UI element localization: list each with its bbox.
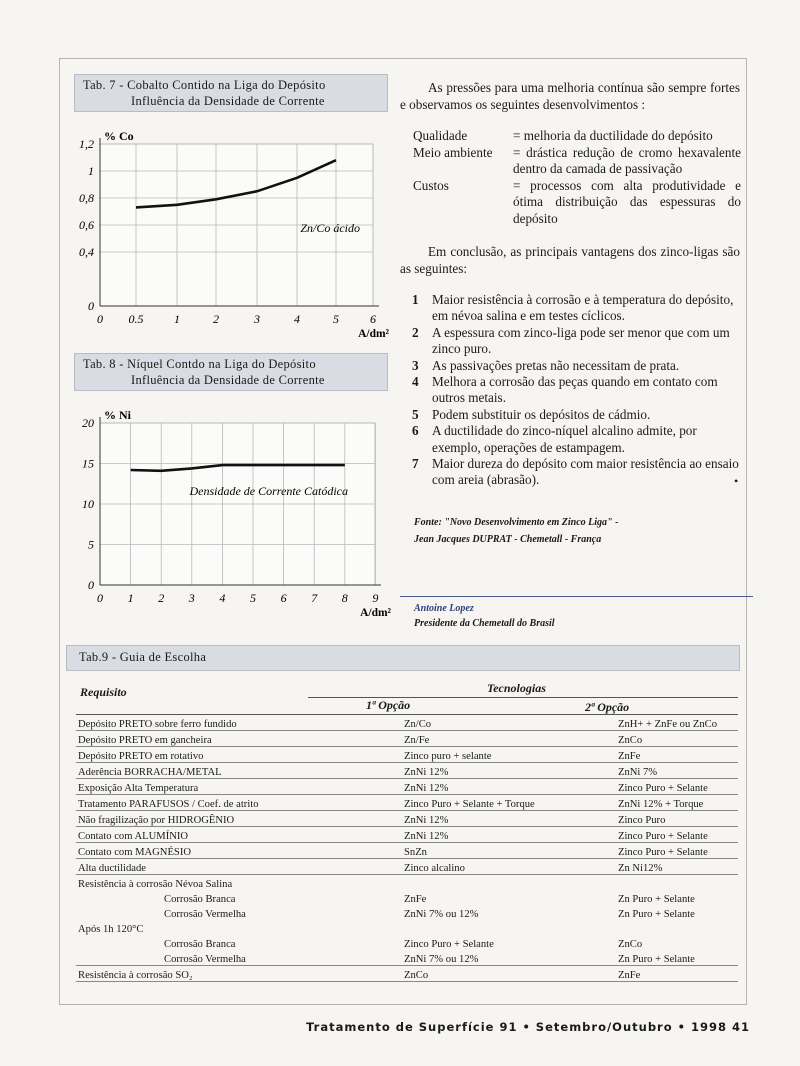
requisito-cell: Corrosão Branca <box>164 894 236 905</box>
tab7-title-line1: Tab. 7 - Cobalto Contido na Liga do Depósito <box>83 78 326 92</box>
development-term: Meio ambiente <box>413 144 493 160</box>
table-row <box>76 875 738 891</box>
y-tick-label: 0 <box>88 299 94 313</box>
y-tick-label: 5 <box>88 537 94 552</box>
opcao2-cell: Zinco Puro + Selante <box>606 843 738 859</box>
chart-cobalt-svg <box>60 118 400 338</box>
x-tick-label: 8 <box>341 591 348 605</box>
table-row <box>76 731 738 747</box>
x-tick-label: 3 <box>188 591 195 605</box>
opcao2-cell: Zn Puro + Selante <box>606 950 738 966</box>
requisito-cell: Resistência à corrosão Névoa Salina <box>78 879 233 890</box>
opcao1-cell <box>392 875 606 891</box>
opcao1-cell: ZnNi 12% <box>392 779 606 795</box>
advantage-number: 4 <box>412 374 419 390</box>
table-row <box>76 890 738 905</box>
requisito-cell: Corrosão Vermelha <box>164 909 246 920</box>
opcao2-cell: Zinco Puro <box>606 811 738 827</box>
x-tick-label: 7 <box>311 591 318 605</box>
tab9-col-requisito: Requisito <box>80 685 127 699</box>
advantage-item <box>412 358 742 374</box>
table-row <box>76 966 738 982</box>
development-term: Qualidade <box>413 128 468 143</box>
opcao1-cell: ZnFe <box>404 894 427 905</box>
y-tick-label: 0,8 <box>79 191 94 205</box>
x-tick-label: 0 <box>97 591 103 605</box>
source-line-1: Fonte: "Novo Desenvolvimento em Zinco Liga" - <box>414 517 619 528</box>
chart-nickel <box>60 397 400 619</box>
development-desc: = melhoria da ductilidade do depósito <box>513 128 713 143</box>
y-tick-label: 1 <box>88 164 94 178</box>
opcao2-cell: Zinco Puro + Selante <box>606 779 738 795</box>
tab9-col-opt2: 2ª Opção <box>585 700 630 714</box>
author-name: Antoine Lopez <box>414 603 474 614</box>
x-tick-label: 0.5 <box>128 312 144 326</box>
tab9-col-tecnologias: Tecnologias <box>487 681 546 695</box>
requisito-cell: Alta ductilidade <box>76 859 392 875</box>
development-term: Custos <box>413 177 449 193</box>
advantage-number: 3 <box>412 357 419 373</box>
development-item <box>413 178 741 228</box>
requisito-cell: Resistência à corrosão SO₂ <box>76 966 392 982</box>
table-row <box>76 747 738 763</box>
advantage-item <box>412 374 742 407</box>
tab9-table <box>76 715 738 982</box>
table-row <box>76 779 738 795</box>
tab7-title-line2: Influência da Densidade de Corrente <box>131 94 325 108</box>
requisito-cell: Depósito PRETO em rotativo <box>76 747 392 763</box>
development-desc: = processos com alta produtividade e ótima distribuição das espessuras do depósito <box>513 177 741 226</box>
table-row <box>76 935 738 950</box>
development-item <box>413 128 741 145</box>
opcao1-cell: ZnNi 12% <box>392 811 606 827</box>
intro-text: As pressões para uma melhoria contínua são sempre fortes e observamos os seguintes desenvolvimentos : <box>400 80 740 112</box>
advantage-number: 5 <box>412 406 419 422</box>
series-label: Zn/Co ácido <box>300 221 360 235</box>
source-note <box>414 514 618 548</box>
advantages-list <box>412 292 742 489</box>
advantage-text: A espessura com zinco-liga pode ser menor que com um zinco puro. <box>432 324 730 357</box>
y-tick-label: 0,6 <box>79 218 94 232</box>
y-tick-label: 20 <box>82 416 94 430</box>
opcao1-cell: Zn/Co <box>392 715 606 731</box>
source-line-2: Jean Jacques DUPRAT - Chemetall - França <box>414 534 602 545</box>
opcao2-cell: ZnNi 7% <box>606 763 738 779</box>
opcao1-cell: Zinco puro + selante <box>392 747 606 763</box>
x-tick-label: 4 <box>294 312 300 326</box>
requisito-cell: Após 1h 120°C <box>78 924 144 935</box>
opcao1-cell: Zinco Puro + Selante + Torque <box>392 795 606 811</box>
table-row <box>76 920 738 935</box>
table-row <box>76 811 738 827</box>
development-item <box>413 145 741 178</box>
opcao2-cell: Zn Puro + Selante <box>618 909 695 920</box>
intro-paragraph <box>400 80 740 113</box>
y-tick-label: 10 <box>82 497 94 511</box>
author-title: Presidente da Chemetall do Brasil <box>414 618 555 629</box>
opcao2-cell: Zn Puro + Selante <box>618 894 695 905</box>
tab8-title-line2: Influência da Densidade de Corrente <box>131 373 325 387</box>
requisito-cell: Exposição Alta Temperatura <box>76 779 392 795</box>
advantage-text: Podem substituir os depósitos de cádmio. <box>432 406 651 422</box>
chart-cobalt <box>60 118 400 338</box>
y-axis-label: % Co <box>104 129 134 143</box>
opcao2-cell: ZnH+ + ZnFe ou ZnCo <box>606 715 738 731</box>
conclusion-text: Em conclusão, as principais vantagens dos zinco-ligas são as seguintes: <box>400 244 740 276</box>
opcao1-cell <box>392 920 606 935</box>
opcao2-cell: Zinco Puro + Selante <box>606 827 738 843</box>
table-row <box>76 843 738 859</box>
opcao2-cell <box>606 875 738 891</box>
page-footer: Tratamento de Superfície 91 • Setembro/Outubro • 1998 41 <box>306 1020 750 1034</box>
x-tick-label: 1 <box>127 591 134 605</box>
x-tick-label: 1 <box>174 312 180 326</box>
advantage-item <box>412 407 742 423</box>
x-tick-label: 3 <box>254 312 260 326</box>
requisito-cell: Não fragilização por HIDROGÊNIO <box>76 811 392 827</box>
end-mark: • <box>734 474 739 488</box>
opcao1-cell: SnZn <box>392 843 606 859</box>
opcao1-cell: Zn/Fe <box>392 731 606 747</box>
advantage-number: 1 <box>412 292 419 307</box>
table-row <box>76 859 738 875</box>
opcao2-cell: ZnCo <box>606 731 738 747</box>
y-tick-label: 1,2 <box>79 137 94 151</box>
opcao1-cell: ZnNi 7% ou 12% <box>404 909 479 920</box>
conclusion-paragraph <box>400 244 740 277</box>
opcao2-cell: ZnCo <box>618 939 643 950</box>
table-row <box>76 763 738 779</box>
opcao2-cell: ZnNi 12% + Torque <box>606 795 738 811</box>
table-row <box>76 905 738 920</box>
x-tick-label: 5 <box>250 591 256 605</box>
advantage-number: 6 <box>412 423 419 439</box>
requisito-cell: Tratamento PARAFUSOS / Coef. de atrito <box>76 795 392 811</box>
requisito-cell: Depósito PRETO em gancheira <box>76 731 392 747</box>
requisito-cell: Contato com MAGNÉSIO <box>76 843 392 859</box>
advantage-number: 7 <box>412 456 419 472</box>
x-tick-label: 0 <box>97 312 103 326</box>
x-tick-label: 5 <box>333 312 339 326</box>
opcao1-cell: ZnCo <box>392 966 606 982</box>
table-row <box>76 715 738 731</box>
development-desc: = drástica redução de cromo hexavalente dentro da camada de passivação <box>513 144 741 177</box>
x-axis-label: A/dm² <box>358 328 389 340</box>
advantage-text: Maior dureza do depósito com maior resistência ao ensaio com areia (abrasão). <box>432 456 739 488</box>
x-tick-label: 6 <box>280 591 287 605</box>
y-tick-label: 15 <box>82 456 94 471</box>
advantage-item <box>412 456 742 489</box>
opcao2-cell <box>606 920 738 935</box>
table-row <box>76 950 738 966</box>
tab9-title: Tab.9 - Guia de Escolha <box>79 650 207 664</box>
opcao1-cell: ZnNi 12% <box>392 827 606 843</box>
requisito-cell: Depósito PRETO sobre ferro fundido <box>76 715 392 731</box>
requisito-cell: Corrosão Vermelha <box>76 950 392 966</box>
opcao1-cell: ZnNi 12% <box>392 763 606 779</box>
series-label: Densidade de Corrente Catódica <box>189 484 348 498</box>
opcao2-cell: ZnFe <box>606 966 738 982</box>
x-tick-label: 2 <box>213 312 219 326</box>
tab8-title-bar <box>74 353 388 391</box>
y-tick-label: 0 <box>88 578 94 592</box>
opcao2-cell: Zn Ni12% <box>606 859 738 875</box>
developments-list <box>413 128 741 228</box>
opcao1-cell: Zinco alcalino <box>392 859 606 875</box>
advantage-text: As passivações pretas não necessitam de prata. <box>432 357 680 373</box>
table-row <box>76 795 738 811</box>
x-tick-label: 2 <box>158 591 165 605</box>
tab9-col-opt1: 1ª Opção <box>366 698 411 712</box>
tab9-title-bar <box>66 645 740 671</box>
advantage-item <box>412 423 742 456</box>
x-tick-label: 6 <box>370 312 376 326</box>
author-block <box>400 596 753 629</box>
advantage-text: Maior resistência à corrosão e à temperatura do depósito, em névoa salina e em testes cíclicos. <box>432 292 734 324</box>
advantage-item <box>412 292 742 325</box>
opcao2-cell: ZnFe <box>606 747 738 763</box>
advantage-item <box>412 325 742 358</box>
y-axis-label: % Ni <box>104 408 131 422</box>
tab8-title-line1: Tab. 8 - Níquel Contdo na Liga do Depósito <box>83 357 316 371</box>
requisito-cell: Contato com ALUMÍNIO <box>76 827 392 843</box>
advantage-number: 2 <box>412 324 419 340</box>
opcao1-cell: Zinco Puro + Selante <box>404 939 494 950</box>
advantage-text: Melhora a corrosão das peças quando em contato com outros metais. <box>432 374 718 406</box>
advantage-text: A ductilidade do zinco-níquel alcalino admite, por exemplo, operações de estampagem. <box>432 423 697 455</box>
chart-nickel-svg <box>60 397 400 619</box>
y-tick-label: 0,4 <box>79 245 94 259</box>
table-row <box>76 827 738 843</box>
x-tick-label: 9 <box>372 591 379 605</box>
opcao1-cell: ZnNi 7% ou 12% <box>392 950 606 966</box>
x-tick-label: 4 <box>219 591 226 605</box>
requisito-cell: Corrosão Branca <box>164 939 236 950</box>
tab7-title-bar <box>74 74 388 112</box>
x-axis-label: A/dm² <box>360 607 391 619</box>
requisito-cell: Aderência BORRACHA/METAL <box>76 763 392 779</box>
